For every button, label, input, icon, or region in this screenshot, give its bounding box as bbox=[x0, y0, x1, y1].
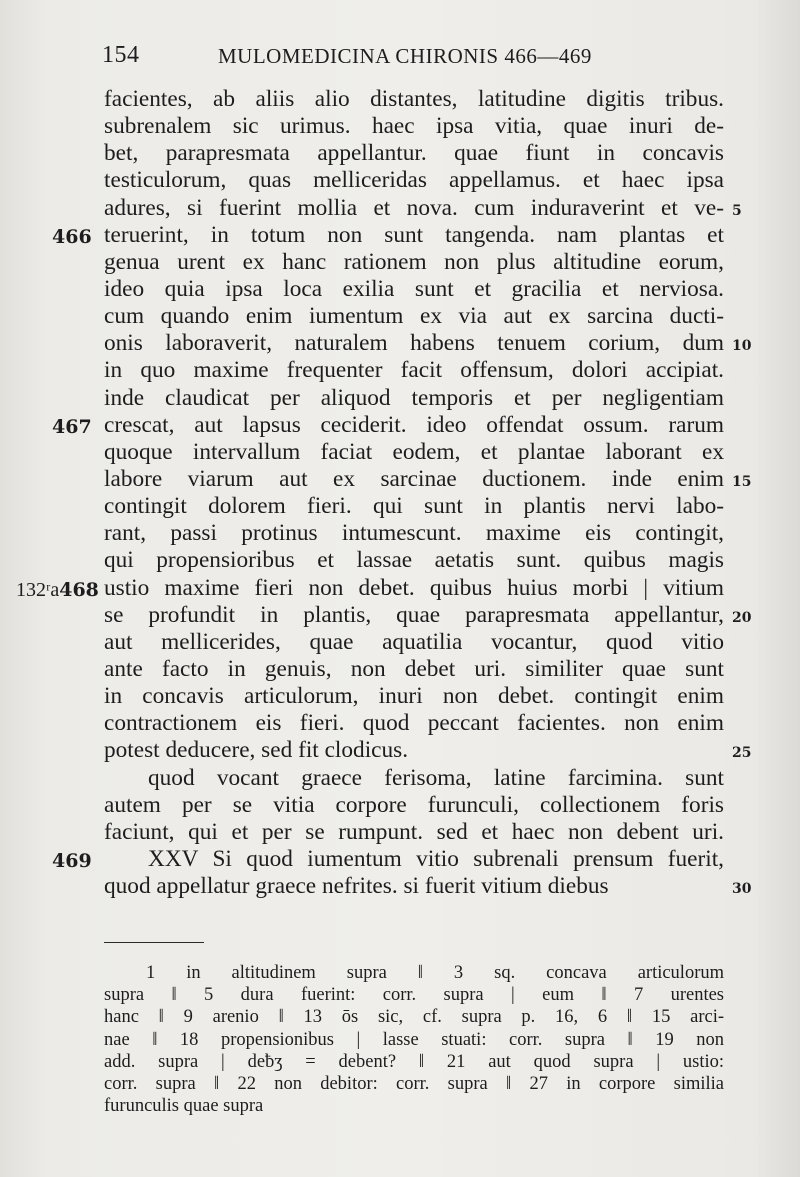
line-text: quod vocant graece ferisoma, latine farcimina. sunt bbox=[148, 764, 724, 791]
line-text: cum quando enim iumentum ex via aut ex sarcina ducti- bbox=[104, 303, 724, 330]
line-text: labore viarum aut ex sarcinae ductionem. inde enim bbox=[104, 465, 724, 492]
text-line bbox=[104, 683, 724, 710]
line-text: ideo quia ipsa loca exilia sunt et gracilia et nerviosa. bbox=[104, 275, 724, 302]
text-line bbox=[52, 411, 724, 439]
line-text: rant, passi protinus intumescunt. maxime eis contingit, bbox=[104, 520, 724, 547]
text-line bbox=[104, 86, 724, 113]
apparatus-line: nae ‖ 18 propensionibus | lasse stuati: corr. supra ‖ 19 non bbox=[104, 1029, 724, 1050]
line-text: aut mellicerides, quae aquatilia vocantur, quod vitio bbox=[104, 628, 724, 655]
text-line bbox=[16, 574, 724, 602]
line-number: 15 bbox=[732, 473, 752, 490]
text-line bbox=[104, 873, 752, 900]
footnote-divider bbox=[104, 942, 204, 943]
line-text: XXV Si quod iumentum vitio subrenali prensum fuerit, bbox=[148, 845, 724, 872]
line-text: bet, parapresmata appellantur. quae fiunt in concavis bbox=[104, 140, 724, 167]
line-text: ante facto in genuis, non debet uri. similiter quae sunt bbox=[104, 655, 724, 682]
text-line bbox=[104, 656, 724, 683]
text-line bbox=[104, 167, 724, 194]
text-line bbox=[104, 303, 724, 330]
text-line bbox=[104, 465, 752, 493]
apparatus-line: hanc ‖ 9 arenio ‖ 13 ōs sic, cf. supra p. 16, 6 ‖ 15 arci- bbox=[104, 1007, 724, 1028]
line-text: crescat, aut lapsus ceciderit. ideo offendat ossum. rarum bbox=[104, 411, 724, 438]
folio-reference: 132ʳa bbox=[16, 578, 60, 601]
text-line bbox=[104, 710, 724, 737]
line-number: 5 bbox=[732, 202, 742, 219]
text-line bbox=[104, 629, 724, 656]
line-text: potest deducere, sed fit clodicus. bbox=[104, 737, 409, 764]
page-number: 154 bbox=[102, 42, 140, 68]
line-text: genua urent ex hanc rationem non plus altitudine eorum, bbox=[104, 248, 724, 275]
text-line bbox=[104, 276, 724, 303]
apparatus-line: supra ‖ 5 dura fuerint: corr. supra | eum ‖ 7 urentes bbox=[104, 985, 724, 1006]
text-line bbox=[104, 194, 742, 222]
text-line bbox=[104, 140, 724, 167]
line-number: 20 bbox=[732, 609, 752, 626]
apparatus-line: furunculis quae supra bbox=[104, 1096, 264, 1117]
text-line bbox=[104, 792, 724, 819]
line-text: contractionem eis fieri. quod peccant facientes. non enim bbox=[104, 710, 724, 737]
line-text: in concavis articulorum, inuri non debet. contingit enim bbox=[104, 683, 724, 710]
text-line bbox=[104, 439, 724, 466]
text-line bbox=[104, 819, 724, 846]
line-text: quoque intervallum faciat eodem, et plantae laborant ex bbox=[104, 438, 724, 465]
text-line bbox=[104, 357, 724, 384]
line-number: 30 bbox=[732, 881, 752, 898]
line-text: se profundit in plantis, quae parapresmata appellantur, bbox=[104, 601, 724, 628]
line-text: subrenalem sic urimus. haec ipsa vitia, quae inuri de- bbox=[104, 113, 724, 140]
apparatus-line: 1 in altitudinem supra ‖ 3 sq. concava articulorum bbox=[146, 963, 724, 983]
text-line bbox=[52, 221, 724, 249]
folio-marker bbox=[16, 577, 99, 604]
line-text: facientes, ab aliis alio distantes, latitudine digitis tribus. bbox=[104, 86, 724, 112]
text-line bbox=[104, 113, 724, 140]
line-number: 10 bbox=[732, 338, 752, 355]
text-line bbox=[52, 845, 724, 873]
line-text: faciunt, qui et per se rumpunt. sed et haec non debent uri. bbox=[104, 818, 724, 845]
line-text: inde claudicat per aliquod temporis et per negligentiam bbox=[104, 384, 724, 411]
section-number: 466 bbox=[52, 225, 92, 248]
text-line bbox=[104, 737, 752, 764]
line-text: quod appellatur graece nefrites. si fuerit vitium diebus bbox=[104, 873, 609, 900]
line-text: qui propensioribus et lassae aetatis sunt. quibus magis bbox=[104, 547, 724, 574]
text-line bbox=[104, 385, 724, 412]
section-number: 469 bbox=[52, 849, 92, 872]
text-line bbox=[104, 249, 724, 276]
line-text: testiculorum, quas melliceridas appellamus. et haec ipsa bbox=[104, 167, 724, 194]
line-text: onis laboraverit, naturalem habens tenuem corium, dum bbox=[104, 330, 724, 357]
section-number: 467 bbox=[52, 415, 92, 438]
line-text: autem per se vitia corpore furunculi, collectionem foris bbox=[104, 791, 724, 818]
main-text bbox=[16, 86, 752, 900]
line-text: teruerint, in totum non sunt tangenda. nam plantas et bbox=[104, 221, 724, 248]
text-line bbox=[104, 547, 724, 574]
text-line bbox=[104, 493, 724, 520]
critical-apparatus bbox=[104, 962, 724, 1117]
text-line bbox=[104, 520, 724, 547]
running-title: MULOMEDICINA CHIRONIS 466—469 bbox=[218, 44, 592, 68]
line-text: in quo maxime frequenter facit offensum, dolori accipiat. bbox=[104, 357, 724, 384]
line-number: 25 bbox=[732, 745, 752, 762]
apparatus-line: add. supra | deƀʒ = debent? ‖ 21 aut quod supra | ustio: bbox=[104, 1051, 724, 1072]
line-text: ustio maxime fieri non debet. quibus huius morbi | vitium bbox=[104, 574, 724, 601]
text-line bbox=[104, 601, 752, 629]
line-text: adures, si fuerint mollia et nova. cum induraverint et ve- bbox=[104, 194, 724, 221]
text-line bbox=[104, 330, 752, 357]
page-header bbox=[102, 38, 722, 78]
text-line bbox=[104, 765, 724, 792]
line-text: contingit dolorem fieri. qui sunt in plantis nervi labo- bbox=[104, 493, 724, 520]
section-number: 468 bbox=[59, 578, 99, 601]
apparatus-line: corr. supra ‖ 22 non debitor: corr. supra ‖ 27 in corpore similia bbox=[104, 1073, 724, 1094]
